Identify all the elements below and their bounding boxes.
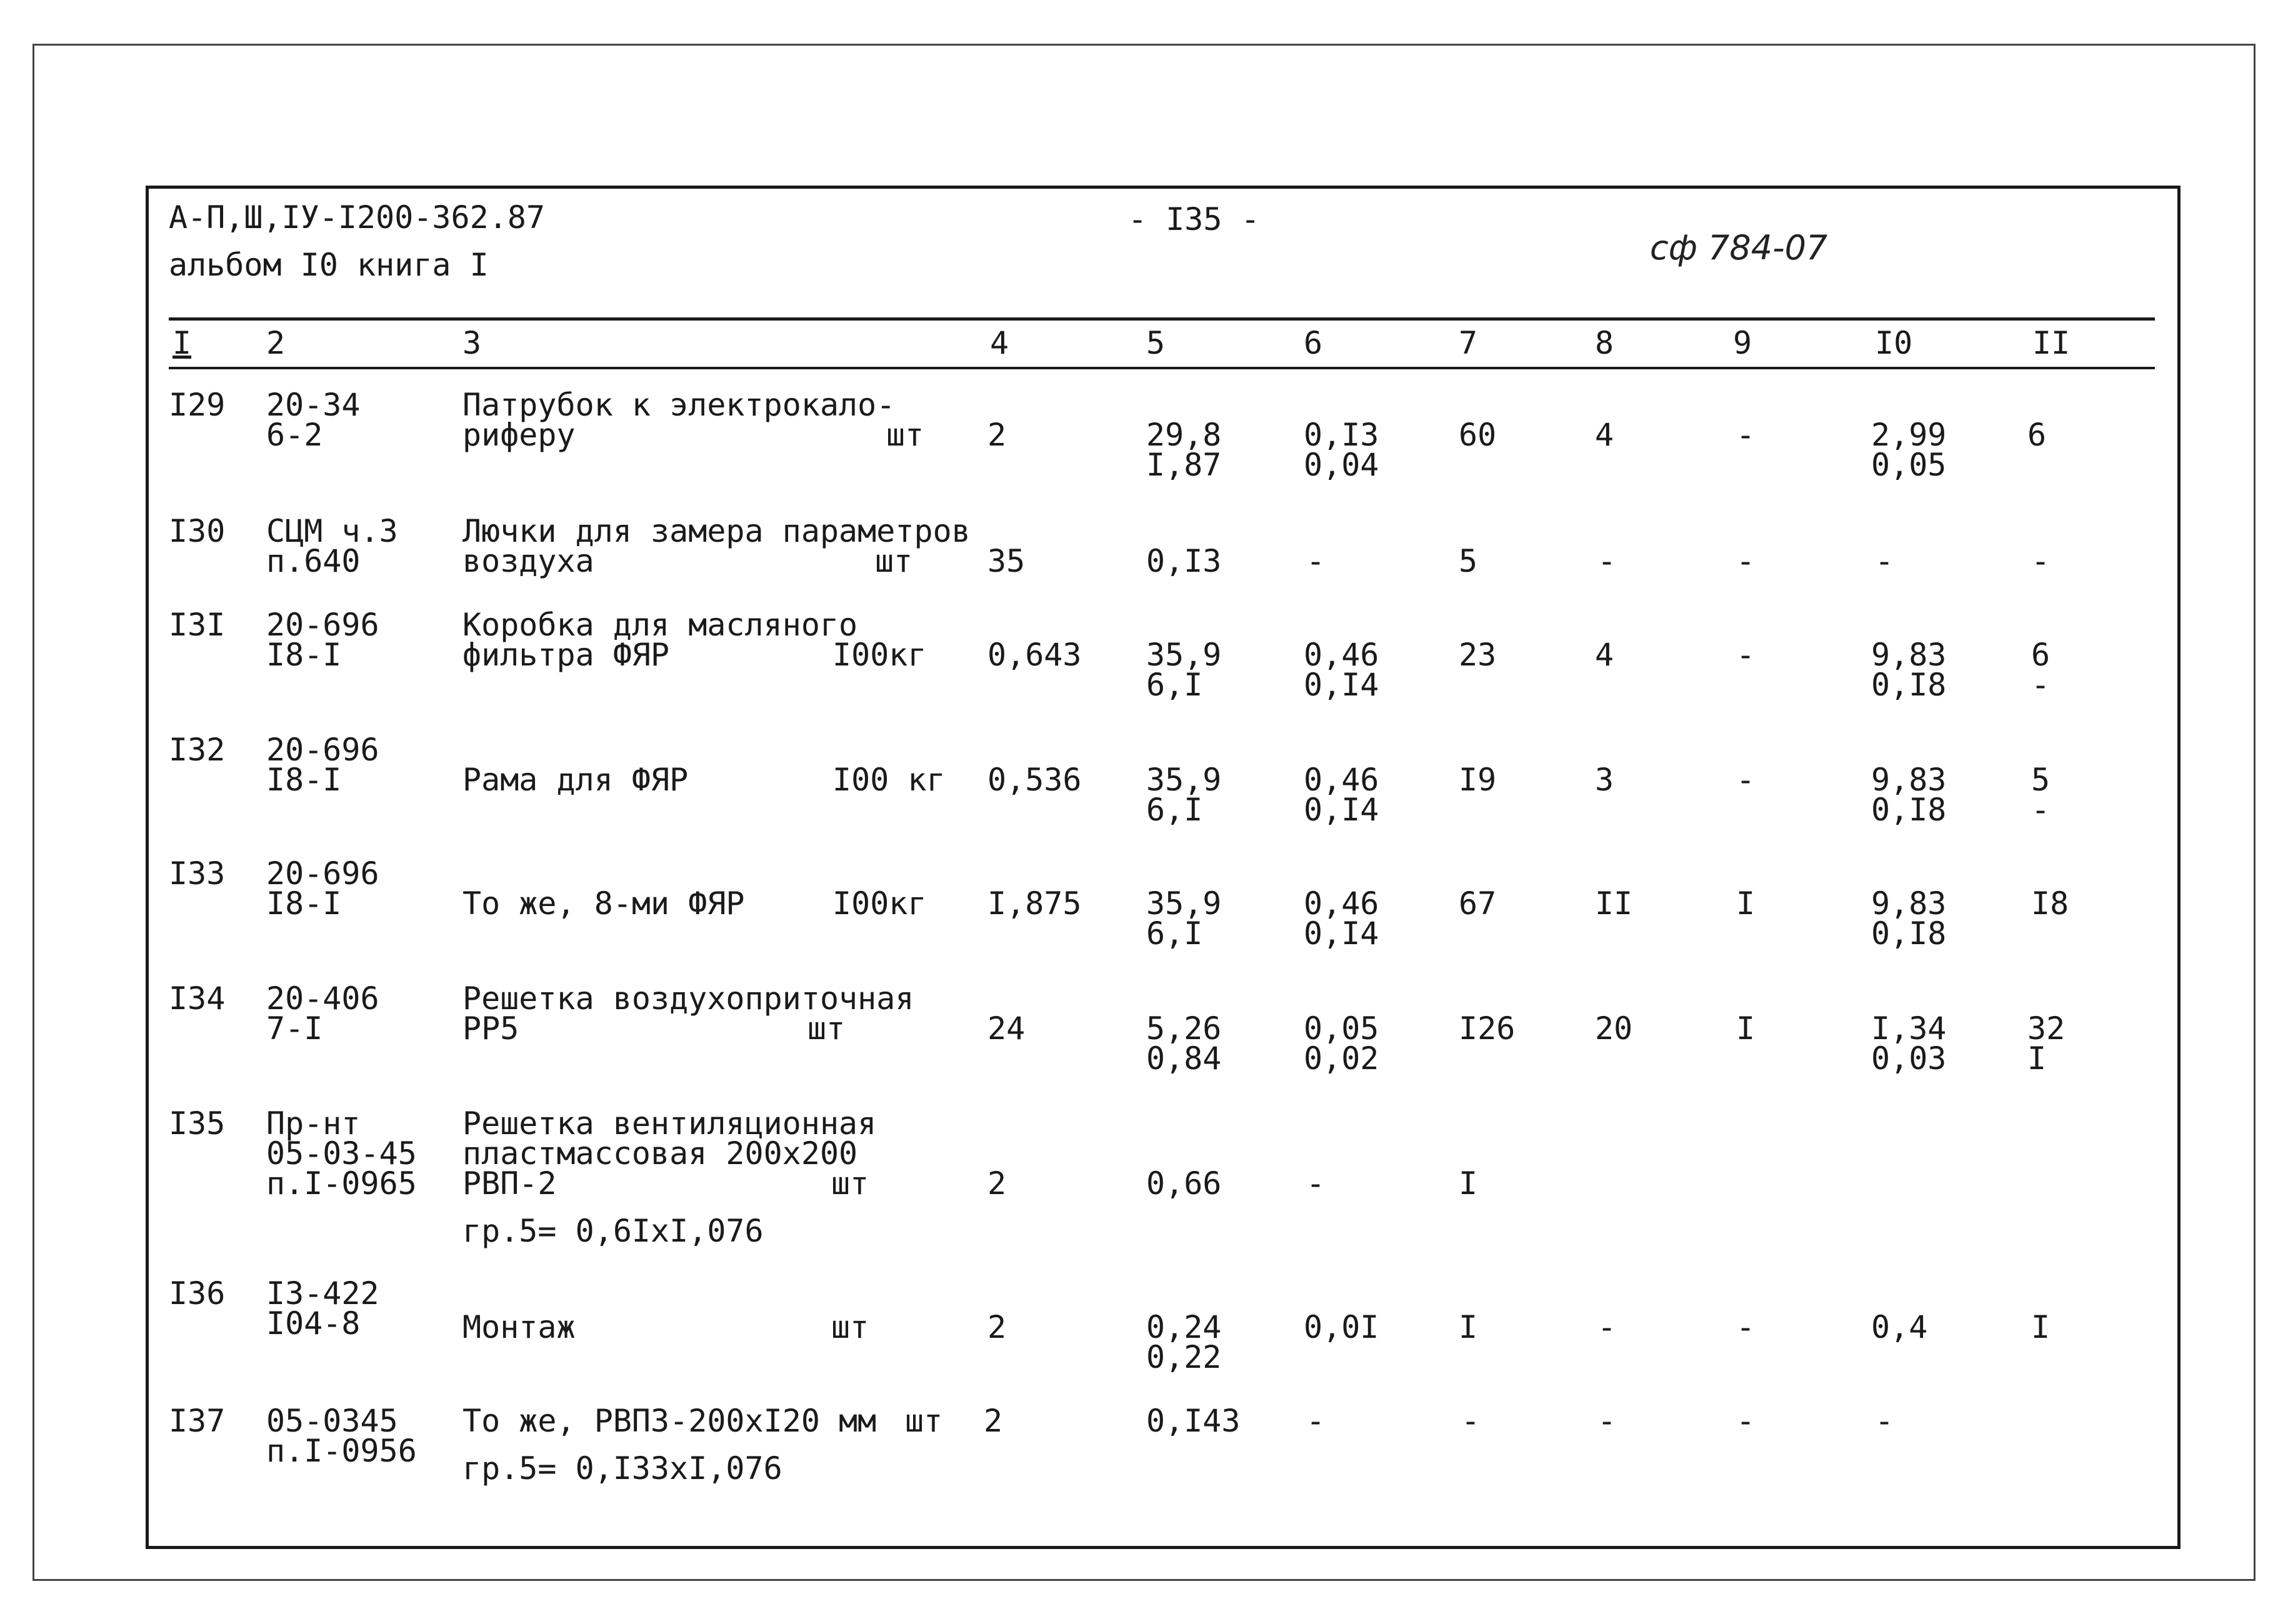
unit: I00кг [832, 637, 927, 673]
col-7-value: 60 [1459, 417, 1497, 453]
norm-code: 20-34 6-2 [266, 387, 361, 453]
norm-code: 20-696 I8-I [266, 855, 379, 922]
column-header-11: II [2032, 325, 2071, 361]
work-name: Коробка для масляного фильтра ФЯР [462, 607, 858, 673]
col-8-value: 20 [1595, 1010, 1633, 1047]
norm-code: 20-406 7-I [266, 980, 379, 1047]
work-name: Патрубок к электрокало- риферу [462, 387, 896, 453]
row-number: I30 [169, 513, 226, 549]
col-10-value: I,34 0,03 [1871, 1010, 1947, 1077]
col-10-value: 9,83 0,I8 [1871, 637, 1947, 703]
page-number: - I35 - [1128, 201, 1260, 237]
col-7-value: I [1459, 1165, 1478, 1202]
col-10-value: 9,83 0,I8 [1871, 762, 1947, 828]
row-number: I35 [169, 1105, 226, 1142]
col-9-value: - [1736, 543, 1756, 579]
col-5-value: 35,9 6,I [1146, 885, 1222, 952]
col-5-value: 35,9 6,I [1146, 762, 1222, 828]
col-11-value: - [2031, 543, 2051, 579]
row-number: I33 [169, 855, 226, 892]
col-8-value: - [1597, 1403, 1617, 1439]
quantity: 2 [987, 417, 1007, 453]
unit: шт [807, 1010, 846, 1047]
row-number: I34 [169, 980, 226, 1017]
column-header-1: I [172, 325, 192, 361]
work-name: То же, 8-ми ФЯР [462, 885, 745, 922]
row-number: I37 [169, 1403, 226, 1439]
col-11-value: 5 - [2031, 762, 2051, 828]
col-6-value: 0,46 0,I4 [1304, 885, 1379, 952]
col-6-value: - [1306, 543, 1326, 579]
col-9-value: - [1736, 1309, 1756, 1345]
work-name: Решетка воздухоприточная РР5 [462, 980, 914, 1047]
col-11-value: 6 - [2031, 637, 2051, 703]
col-6-value: - [1306, 1165, 1326, 1202]
column-header-2: 2 [266, 325, 286, 361]
norm-code: 20-696 I8-I [266, 732, 379, 798]
col-10-value: 2,99 0,05 [1871, 417, 1947, 483]
quantity: 24 [987, 1010, 1026, 1047]
unit: I00 кг [832, 762, 946, 798]
column-header-7: 7 [1459, 325, 1478, 361]
col-7-value: 5 [1459, 543, 1478, 579]
col-8-value: 3 [1595, 762, 1614, 798]
handwritten-mark: сф 784-07 [1650, 228, 1828, 267]
header-rule-bottom [169, 367, 2155, 369]
col-8-value: - [1597, 1309, 1617, 1345]
norm-code: I3-422 I04-8 [266, 1275, 379, 1342]
col-9-value: - [1736, 417, 1756, 453]
col-6-value: 0,46 0,I4 [1304, 637, 1379, 703]
col-5-value: 5,26 0,84 [1146, 1010, 1222, 1077]
column-header-10: I0 [1875, 325, 1913, 361]
column-header-6: 6 [1304, 325, 1323, 361]
col-6-value: 0,05 0,02 [1304, 1010, 1379, 1077]
col-8-value: II [1595, 885, 1633, 922]
coefficient-note: гр.5= 0,6IхI,076 [462, 1213, 764, 1249]
norm-code: Пр-нт 05-03-45 п.I-0965 [266, 1105, 417, 1202]
row-number: I32 [169, 732, 226, 768]
quantity: 2 [987, 1309, 1007, 1345]
quantity: 0,643 [987, 637, 1082, 673]
header-rule-top [169, 317, 2155, 321]
row-number: I36 [169, 1275, 226, 1312]
col-8-value: - [1597, 543, 1617, 579]
document-code: А-П,Ш,IУ-I200-362.87 [169, 199, 546, 236]
work-name: Лючки для замера параметров воздуха [462, 513, 971, 579]
album-label: альбом I0 книга I [169, 247, 489, 283]
col-8-value: 4 [1595, 417, 1614, 453]
norm-code: 05-0345 п.I-0956 [266, 1403, 417, 1469]
col-5-value: 0,24 0,22 [1146, 1309, 1222, 1375]
col-10-value: 0,4 [1871, 1309, 1928, 1345]
work-name: То же, РВПЗ-200хI20 мм [462, 1403, 877, 1439]
col-9-value: I [1736, 1010, 1756, 1047]
col-10-value: 9,83 0,I8 [1871, 885, 1947, 952]
col-11-value: 32 I [2027, 1010, 2066, 1077]
quantity: 0,536 [987, 762, 1082, 798]
col-9-value: - [1736, 637, 1756, 673]
col-11-value: I [2031, 1309, 2051, 1345]
col-8-value: 4 [1595, 637, 1614, 673]
unit: шт [831, 1165, 869, 1202]
col-7-value: I26 [1459, 1010, 1516, 1047]
col-6-value: 0,0I [1304, 1309, 1379, 1345]
norm-code: СЦМ ч.3 п.640 [266, 513, 398, 579]
quantity: 2 [984, 1403, 1003, 1439]
col-9-value: - [1736, 1403, 1756, 1439]
col-7-value: I [1459, 1309, 1478, 1345]
col-11-value: I8 [2031, 885, 2069, 922]
unit: шт [831, 1309, 869, 1345]
col-7-value: I9 [1459, 762, 1497, 798]
column-header-8: 8 [1595, 325, 1614, 361]
col-7-value: 23 [1459, 637, 1497, 673]
quantity: I,875 [987, 885, 1082, 922]
col-11-value: 6 [2027, 417, 2047, 453]
work-name: Монтаж [462, 1309, 576, 1345]
col-10-value: - [1875, 543, 1894, 579]
work-name: Решетка вентиляционная пластмассовая 200х200 РВП-2 [462, 1105, 877, 1202]
unit: I00кг [832, 885, 927, 922]
col-6-value: 0,46 0,I4 [1304, 762, 1379, 828]
quantity: 2 [987, 1165, 1007, 1202]
col-6-value: - [1306, 1403, 1326, 1439]
col-5-value: 35,9 6,I [1146, 637, 1222, 703]
col-10-value: - [1875, 1403, 1894, 1439]
col-7-value: - [1461, 1403, 1481, 1439]
coefficient-note: гр.5= 0,I33хI,076 [462, 1450, 782, 1487]
unit: шт [905, 1403, 943, 1439]
col-9-value: - [1736, 762, 1756, 798]
col-9-value: I [1736, 885, 1756, 922]
quantity: 35 [987, 543, 1026, 579]
col-5-value: 0,I43 [1146, 1403, 1241, 1439]
column-header-4: 4 [990, 325, 1009, 361]
norm-code: 20-696 I8-I [266, 607, 379, 673]
column-header-3: 3 [462, 325, 482, 361]
col-5-value: 0,66 [1146, 1165, 1222, 1202]
unit: шт [875, 543, 913, 579]
row-number: I29 [169, 387, 226, 423]
col-6-value: 0,I3 0,04 [1304, 417, 1379, 483]
work-name: Рама для ФЯР [462, 762, 689, 798]
row-number: I3I [169, 607, 226, 643]
column-header-9: 9 [1733, 325, 1752, 361]
column-header-5: 5 [1146, 325, 1166, 361]
unit: шт [886, 417, 924, 453]
col-5-value: 29,8 I,87 [1146, 417, 1222, 483]
col-7-value: 67 [1459, 885, 1497, 922]
col-5-value: 0,I3 [1146, 543, 1222, 579]
